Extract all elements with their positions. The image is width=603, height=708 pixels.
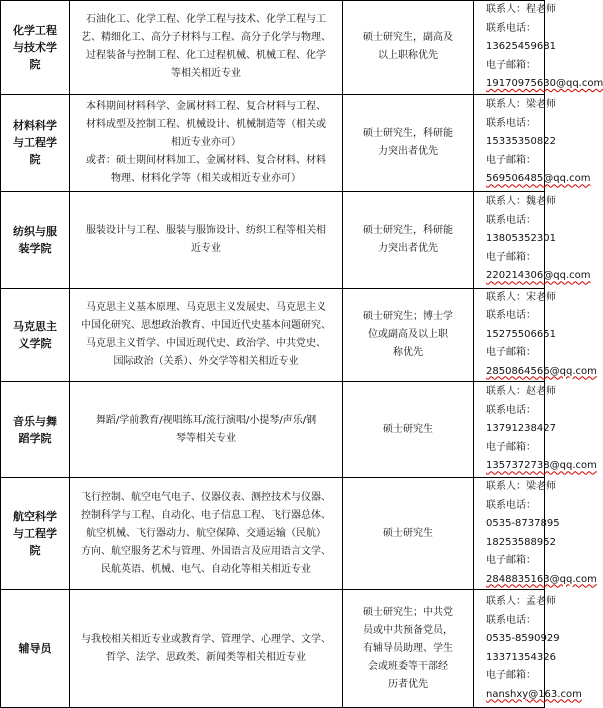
major-line: 本科期间材料科学、金属材料工程、复合材料与工程、 [86,100,326,112]
email-address: nanshxy@163.com [486,688,582,700]
table-body [1,1,603,708]
major-line: 艺、精细化工、高分子材料与工程、高分子化学与物理、 [81,32,331,44]
contact-line: 电子邮箱： [486,441,536,453]
education-line: 有辅导员助理、学生 [363,642,453,654]
education-cell [343,94,474,191]
contact-cell [474,288,597,382]
major-line: 近专业 [191,242,221,254]
education-line: 硕士研究生，科研能 [363,224,453,236]
table-row [1,1,545,95]
major-line: 控制科学与工程、自动化、电子信息工程、飞行器总体、 [81,509,331,521]
contact-line: 18253588952 [486,536,556,548]
table-row [1,94,545,191]
contact-line: 电子邮箱： [486,59,536,71]
major-cell [70,94,343,191]
major-line: 方向、航空服务艺术与管理、外国语言及应用语言文学、 [81,545,331,557]
major-line: 等相关相近专业 [171,68,241,80]
college-line: 蹈学院 [18,431,52,445]
major-line: 飞行控制、航空电气电子、仪器仪表、测控技术与仪器、 [81,491,331,503]
college-cell [1,590,70,708]
major-line: 国际政治（关系）、外交学等相关相近专业 [113,355,299,367]
table-row [1,288,545,382]
education-cell [343,590,474,708]
contact-line: 13805352301 [486,233,556,245]
major-line: 中国化研究、思想政治教育、中国近代史基本问题研究、 [81,319,331,331]
contact-line: 0535-8737895 [486,518,560,529]
major-line: 服装设计与工程、服装与服饰设计、纺织工程等相关相 [86,224,326,236]
contact-cell [474,478,597,590]
major-cell [70,478,343,590]
education-cell [343,1,474,95]
contact-line: 联系人：宋老师 [486,291,556,303]
contact-line: 联系电话： [486,22,536,34]
college-line: 马克思主 [13,319,57,333]
education-cell [343,191,474,288]
contact-cell [474,382,597,478]
major-line: 与我校相关相近专业或教育学、管理学、心理学、文学、 [81,633,331,645]
major-cell [70,288,343,382]
college-cell [1,1,70,95]
college-cell [1,94,70,191]
contact-line: 联系电话： [486,117,536,129]
major-line: 舞蹈/学前教育/视唱练耳/流行演唱/小提琴/声乐/钢 [95,414,317,426]
education-line: 历者优先 [388,678,428,690]
contact-line: 联系人：赵老师 [486,386,556,398]
college-line: 装学院 [18,241,52,255]
contact-cell [474,590,582,708]
major-line: 马克思主义哲学、中国近现代史、政治学、中共党史、 [86,337,326,349]
college-line: 辅导员 [18,642,52,655]
education-line: 称优先 [393,346,423,358]
contact-line: 13625459681 [486,41,556,52]
contact-line: 联系人：梁老师 [486,99,556,111]
contact-line: 电子邮箱： [486,670,536,681]
table-row [1,191,545,288]
email-address: 569506485@qq.com [486,173,591,185]
table-row [1,478,545,590]
contact-line: 电子邮箱： [486,154,536,166]
contact-line: 13791238427 [486,423,556,435]
contact-line: 0535-8590929 [486,633,560,644]
major-line: 过程装备与控制工程、化工过程机械、机械工程、化学 [86,50,326,62]
email-address: 2848835163@qq.com [486,573,597,585]
contact-line: 联系人：程老师 [486,4,556,15]
education-cell [343,382,474,478]
education-line: 以上职称优先 [378,50,438,62]
contact-line: 联系人：魏老师 [486,196,556,208]
education-line: 员或中共预备党员， [363,624,453,636]
education-line: 硕士研究生，副高及 [363,32,453,44]
education-line: 位或副高及以上职 [368,328,448,340]
education-cell [343,478,474,590]
college-line: 院 [29,153,41,166]
college-line: 航空科学 [13,510,57,523]
contact-line: 联系人：孟老师 [486,596,556,607]
major-line: 相近专业亦可） [171,136,241,148]
college-cell [1,478,70,590]
major-line: 材料成型及控制工程、机械设计、机械制造等（相关或 [86,118,326,130]
college-line: 化学工程 [13,23,57,37]
major-cell [70,191,343,288]
table-row [1,590,545,708]
contact-cell [474,1,603,95]
education-line: 硕士研究生，科研能 [363,127,453,139]
major-line: 航空机械、飞行器动力、航空保障、交通运输（民航） [86,527,326,539]
major-cell [70,590,343,708]
education-cell [343,288,474,382]
education-line: 硕士研究生 [383,527,433,539]
email-address: 1357372738@qq.com [486,460,597,472]
college-line: 与工程学 [13,136,57,149]
college-line: 与工程学 [13,527,57,540]
education-line: 硕士研究生；博士学 [363,310,453,322]
email-address: 2850864566@qq.com [486,365,597,377]
major-line: 琴等相关专业 [176,432,236,444]
major-line: 物理、材料化学等（相关或相近专业亦可） [111,172,301,184]
college-line: 材料科学 [13,119,57,132]
college-line: 院 [29,57,41,71]
contact-line: 联系电话： [486,404,536,416]
education-line: 力突出者优先 [378,145,438,157]
email-address: 220214306@qq.com [486,270,591,282]
contact-line: 13371354326 [486,651,556,663]
major-cell [70,382,343,478]
major-line: 或者：硕士期间材料加工、金属材料、复合材料、材料 [86,154,326,166]
contact-line: 电子邮箱： [486,555,536,566]
contact-cell [474,191,591,288]
college-line: 院 [29,544,41,557]
contact-line: 15335350822 [486,136,556,148]
contact-line: 联系电话： [486,614,536,626]
major-line: 哲学、法学、思政类、新闻类等相关相近专业 [106,651,306,663]
major-cell [70,1,343,95]
education-line: 力突出者优先 [378,242,438,254]
contact-line: 电子邮箱： [486,251,536,263]
college-line: 与技术学 [13,40,57,54]
education-line: 会或班委等干部经 [368,660,448,672]
contact-cell [474,94,591,191]
contact-line: 15275506651 [486,328,556,340]
contact-line: 联系电话： [486,214,536,226]
college-line: 音乐与舞 [13,414,57,428]
education-line: 硕士研究生 [383,423,433,435]
contact-line: 联系电话： [486,499,536,511]
contact-line: 电子邮箱： [486,347,536,358]
contact-line: 联系电话： [486,310,536,321]
table-row [1,382,545,478]
college-cell [1,191,70,288]
college-line: 义学院 [18,336,52,350]
college-cell [1,382,70,478]
contact-line: 联系人：梁老师 [486,481,556,492]
major-line: 马克思主义基本原理、马克思主义发展史、马克思主义 [86,301,326,313]
major-line: 民航英语、机械、电气、自动化等相关相近专业 [101,563,311,575]
college-line: 纺织与服 [13,224,57,238]
education-line: 硕士研究生；中共党 [363,606,453,618]
major-line: 石油化工、化学工程、化学工程与技术、化学工程与工 [86,14,326,26]
email-address: 19170975630@qq.com [486,78,603,89]
college-cell [1,288,70,382]
